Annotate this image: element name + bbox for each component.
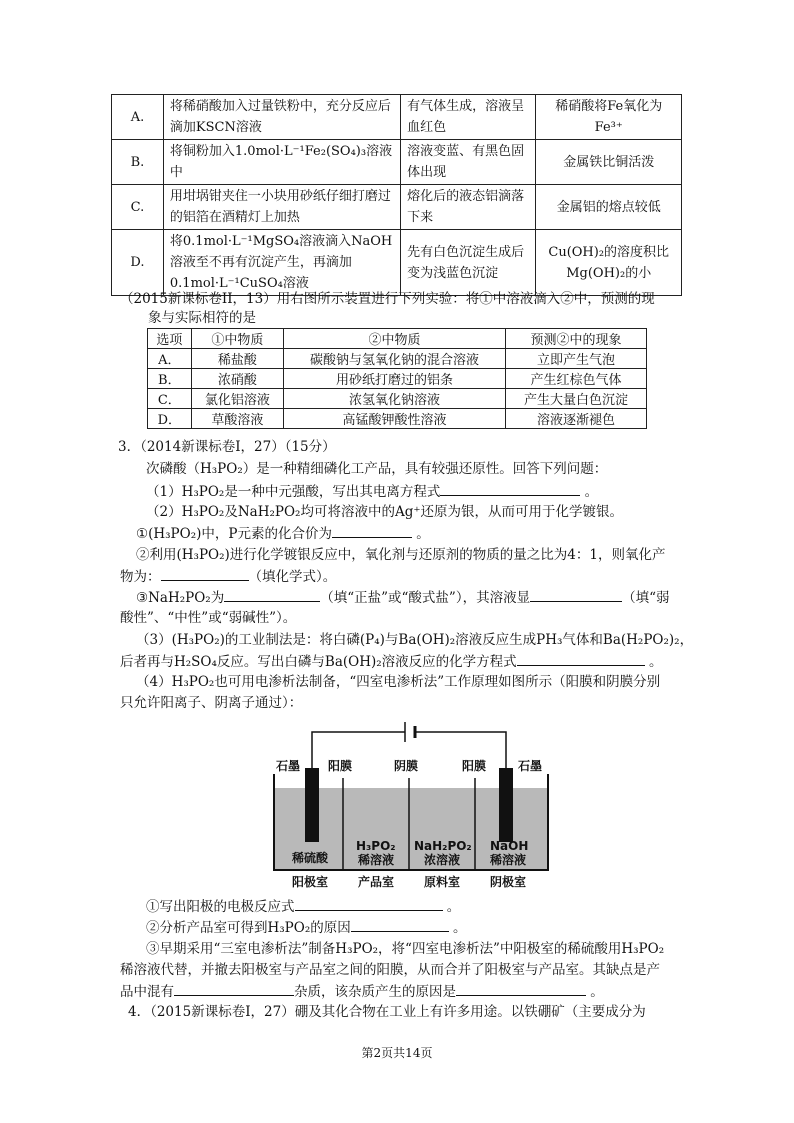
q3-sub1: ①写出阳极的电极反应式 。 [146,896,460,917]
page-footer: 第2页共14页 [361,1046,433,1060]
operation-cell: 将稀硝酸加入过量铁粉中，充分反应后滴加KSCN溶液 [163,95,400,140]
prediction-table [147,328,647,429]
q3-part2b-line2: 物为： （填化学式）。 [120,566,336,587]
header-cell: ②中物质 [283,329,505,349]
prediction-cell: 浓硝酸 [191,369,283,389]
experiment-row [112,185,682,230]
prediction-row [148,349,647,369]
q3-sub3-line2: 稀溶液代替，并撤去阳极室与产品室之间的阳膜，从而合并了阳极室与产品室。其缺点是产 [120,962,660,978]
prediction-cell: 产生大量白色沉淀 [506,389,647,409]
q3-part4-line1: （4）H₃PO₂也可用电渗析法制备，“四室电渗析法”工作原理如图所示（阳膜和阴膜分别 [136,674,661,690]
option-cell: D. [112,230,164,296]
operation-cell: 将铜粉加入1.0mol·L⁻¹Fe₂(SO₄)₃溶液中 [163,140,400,185]
q3-part3-line2: 后者再与H₂SO₄反应。写出白磷与Ba(OH)₂溶液反应的化学方程式 。 [120,651,662,672]
cathode-graphite [499,768,513,842]
experiment-table [111,94,682,296]
q3-heading: 3．（2014新课标卷I，27）（15分） [118,439,336,455]
conclusion-cell: 金属铝的熔点较低 [536,185,682,230]
solution-nah2po2-desc: 浓溶液 [424,853,461,867]
experiment-row [112,140,682,185]
q3-intro: 次磷酸（H₃PO₂）是一种精细磷化工产品，具有较强还原性。回答下列问题： [146,461,608,477]
label-anion-membrane: 阴膜 [394,759,419,773]
prediction-cell: B． [148,369,192,389]
prediction-cell: C． [148,389,192,409]
prediction-cell: 高锰酸钾酸性溶液 [283,409,505,429]
solution-h3po2: H₃PO₂ [356,839,396,853]
anode-graphite [305,768,319,842]
prediction-cell: 产生红棕色气体 [506,369,647,389]
prediction-cell: D． [148,409,192,429]
phenomenon-cell: 熔化后的液态铝滴落下来 [401,185,536,230]
solution-dilute-h2so4: 稀硫酸 [292,851,329,865]
option-cell: C. [112,185,164,230]
prediction-cell: 立即产生气泡 [506,349,647,369]
operation-cell: 用坩埚钳夹住一小块用砂纸仔细打磨过的铝箔在酒精灯上加热 [163,185,400,230]
prediction-cell: 用砂纸打磨过的铝条 [283,369,505,389]
label-cation-membrane-2: 阳膜 [462,759,487,773]
phenomenon-cell: 溶液变蓝、有黑色固体出现 [401,140,536,185]
q3-sub3-line3: 品中混有 杂质，该杂质产生的原因是 。 [120,981,604,1002]
electrodialysis-diagram [268,712,558,892]
q3-sub2: ②分析产品室可得到H₃PO₂的原因 。 [146,917,467,938]
experiment-row [112,230,682,296]
q3-part2: （2）H₃PO₂及NaH₂PO₂均可将溶液中的Ag⁺还原为银，从而可用于化学镀银。 [146,504,623,520]
header-cell: 选项 [148,329,192,349]
q2-stem-line2: 象与实际相符的是 [148,310,256,326]
header-cell: ①中物质 [191,329,283,349]
option-cell: B. [112,140,164,185]
conclusion-cell: 金属铁比铜活泼 [536,140,682,185]
q3-part3-line1: （3）(H₃PO₂)的工业制法是：将白磷(P₄)与Ba(OH)₂溶液反应生成PH₃气体和Ba(H₂PO₂)₂， [136,632,694,648]
q3-part4-line2: 只允许阳离子、阴离子通过）： [120,695,303,711]
q3-part2c-line2: 酸性”、“中性”或“弱碱性”）。 [120,610,297,626]
solution-naoh-desc: 稀溶液 [490,853,527,867]
room-raw-material: 原料室 [424,875,461,889]
prediction-row [148,369,647,389]
phenomenon-cell: 先有白色沉淀生成后变为浅蓝色沉淀 [401,230,536,296]
prediction-cell: A． [148,349,192,369]
q2-stem-line1: （2015新课标卷II，13）用右图所示装置进行下列实验：将①中溶液滴入②中，预测的现 [120,291,655,307]
prediction-cell: 溶液逐渐褪色 [506,409,647,429]
prediction-header-row [148,329,647,349]
experiment-row [112,95,682,140]
room-product: 产品室 [358,875,395,889]
q3-part2b-line1: ②利用(H₃PO₂)进行化学镀银反应中，氧化剂与还原剂的物质的量之比为4：1，则氧化产 [136,547,666,563]
label-graphite-right: 石墨 [518,759,543,773]
phenomenon-cell: 有气体生成，溶液呈血红色 [401,95,536,140]
solution-nah2po2: NaH₂PO₂ [414,839,472,853]
q3-sub3-line1: ③早期采用“三室电渗析法”制备H₃PO₂，将“四室电渗析法”中阳极室的稀硫酸用H₃PO₂ [146,941,665,957]
conclusion-cell: 稀硝酸将Fe氧化为Fe³⁺ [536,95,682,140]
prediction-cell: 草酸溶液 [191,409,283,429]
q3-part1: （1）H₃PO₂是一种中元强酸，写出其电离方程式 。 [146,481,598,502]
label-cation-membrane-1: 阳膜 [328,759,353,773]
solution-naoh: NaOH [490,839,529,853]
room-anode: 阳极室 [292,875,329,889]
header-cell: 预测②中的现象 [506,329,647,349]
conclusion-cell: Cu(OH)₂的溶度积比Mg(OH)₂的小 [536,230,682,296]
option-cell: A. [112,95,164,140]
label-graphite-left: 石墨 [276,759,301,773]
prediction-cell: 氯化铝溶液 [191,389,283,409]
prediction-row [148,389,647,409]
solution-h3po2-desc: 稀溶液 [358,853,395,867]
q4-stem: 4．（2015新课标卷I，27）硼及其化合物在工业上有许多用途。以铁硼矿（主要成分为 [128,1004,646,1020]
q3-part2c-line1: ③NaH₂PO₂为 （填“正盐”或“酸式盐”），其溶液显 （填“弱 [136,587,669,608]
q3-part2a: ①(H₃PO₂)中，P元素的化合价为 。 [136,523,430,544]
prediction-cell: 碳酸钠与氢氧化钠的混合溶液 [283,349,505,369]
prediction-cell: 稀盐酸 [191,349,283,369]
prediction-cell: 浓氢氧化钠溶液 [283,389,505,409]
operation-cell: 将0.1mol·L⁻¹MgSO₄溶液滴入NaOH溶液至不再有沉淀产生，再滴加0.1mol·L⁻¹CuSO₄溶液 [163,230,400,296]
room-cathode: 阴极室 [490,875,527,889]
prediction-row [148,409,647,429]
